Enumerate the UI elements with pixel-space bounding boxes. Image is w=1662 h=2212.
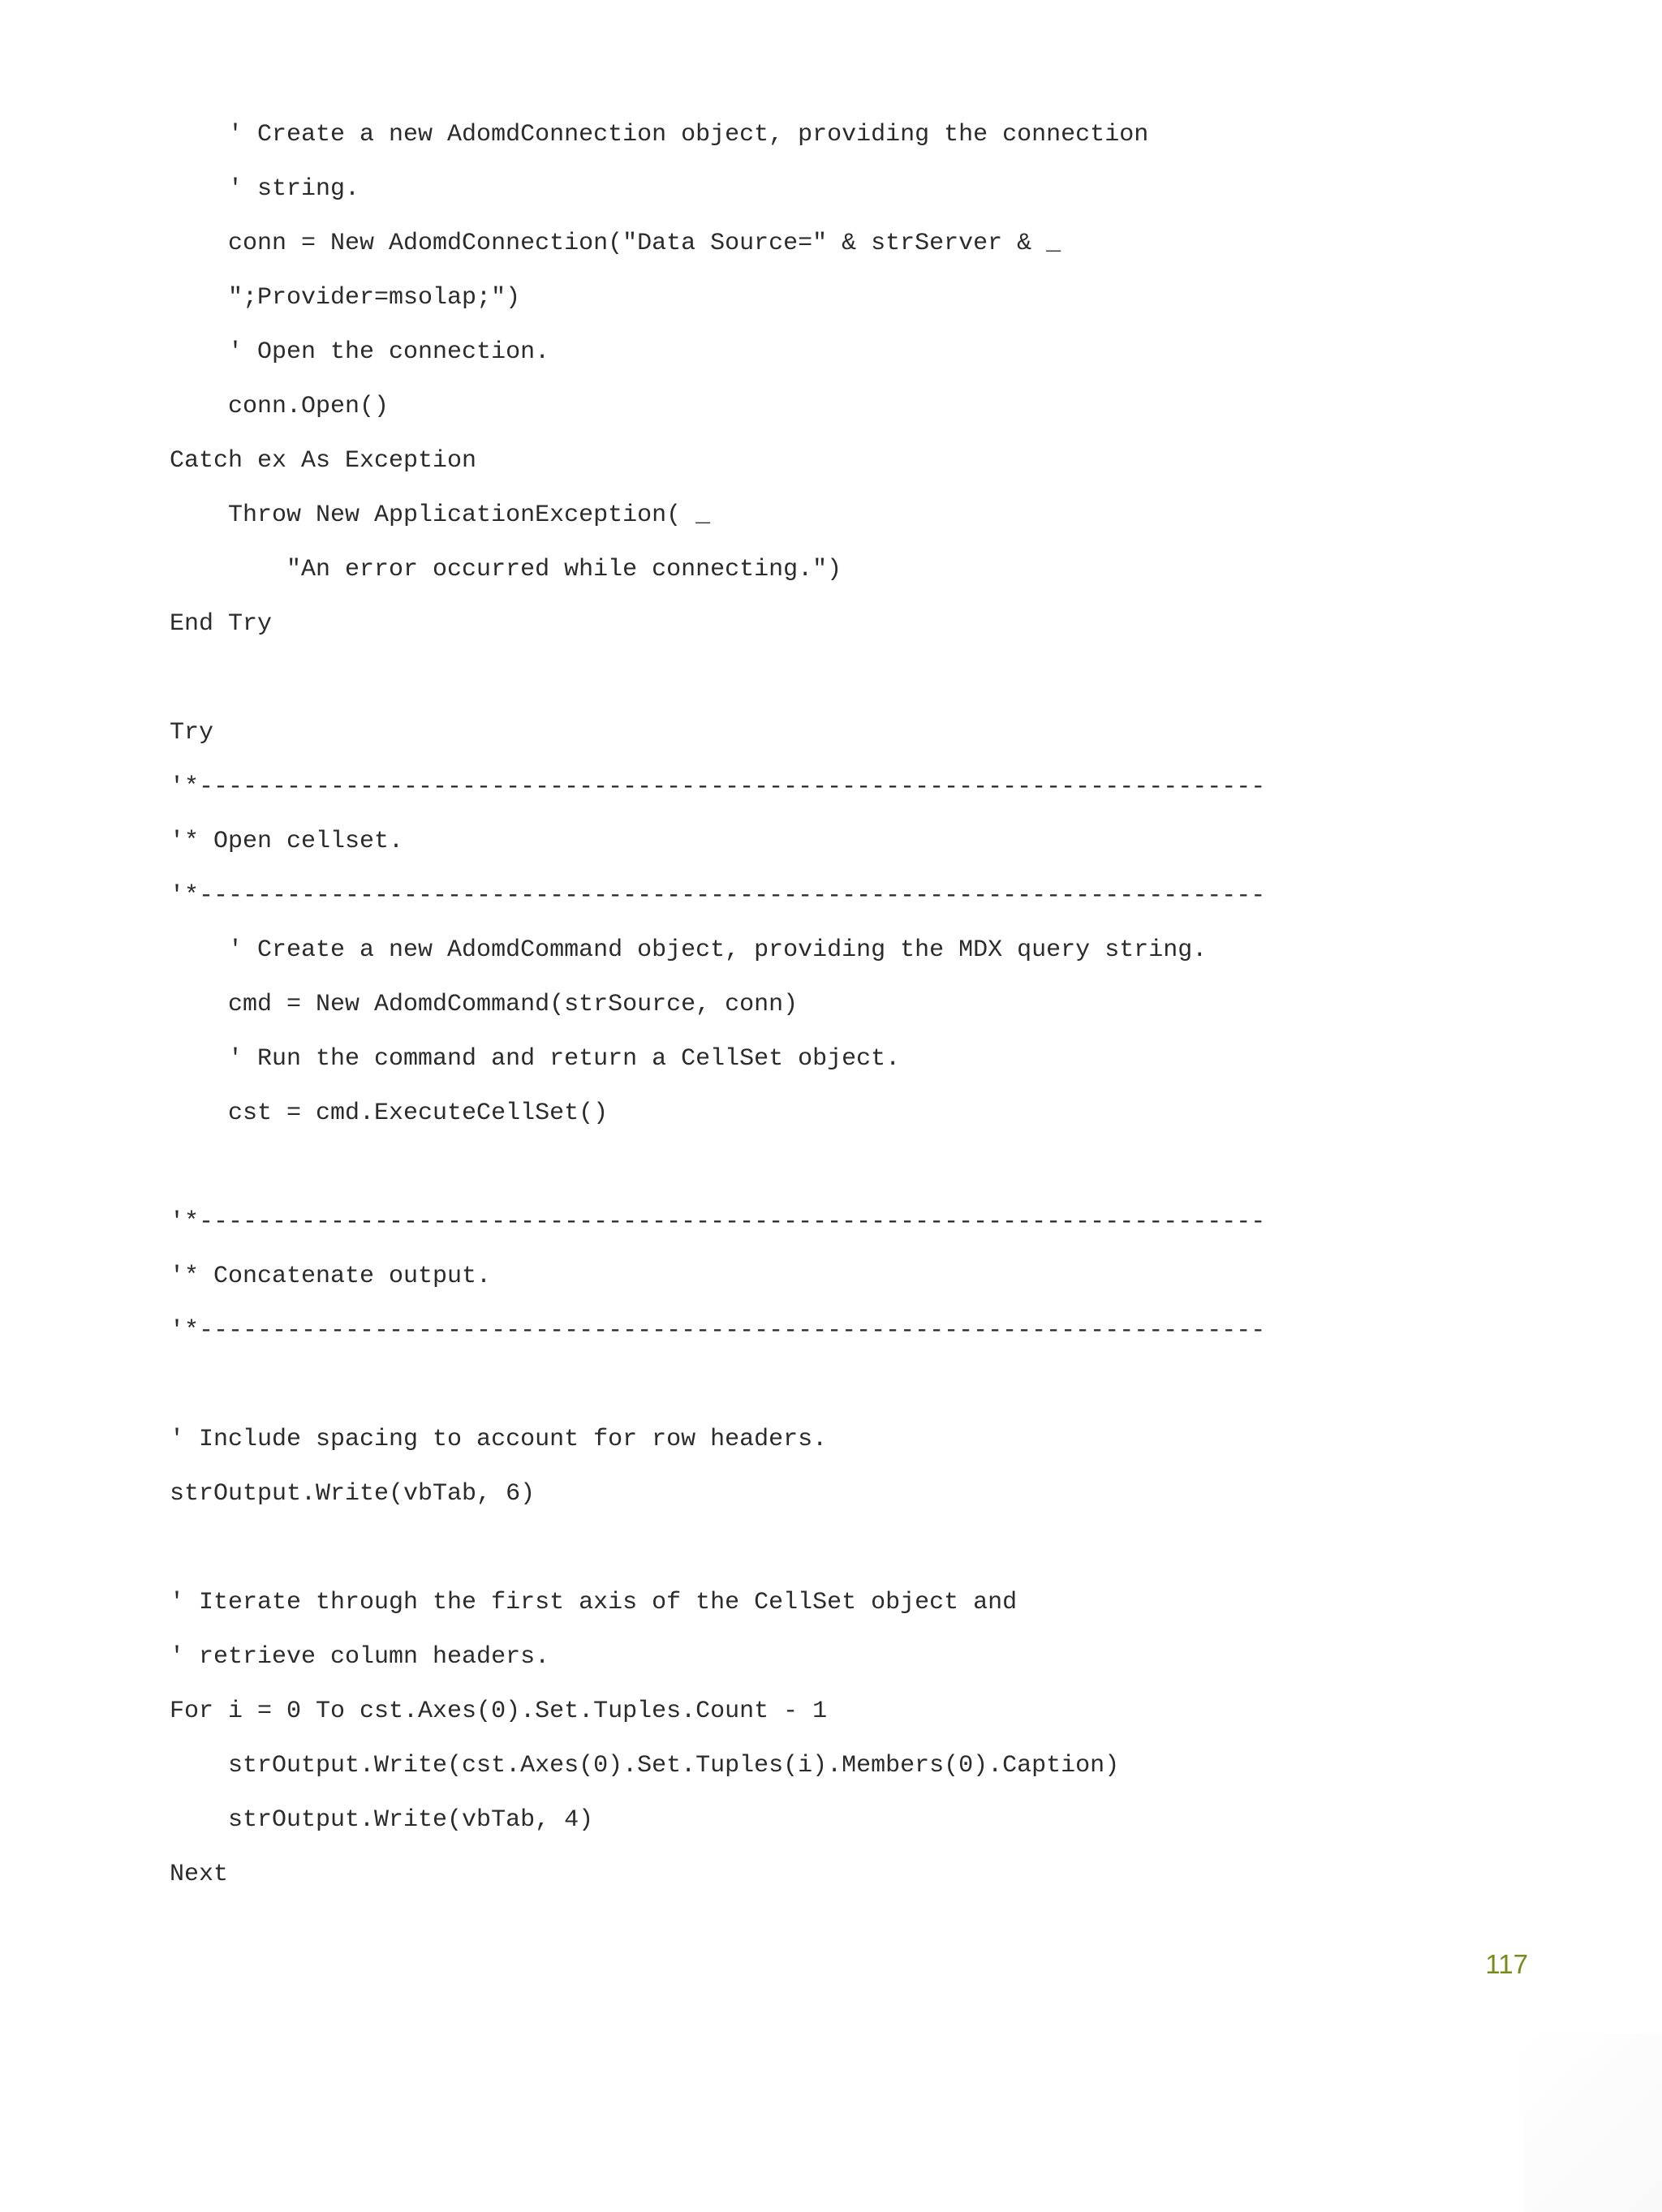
code-line: ' retrieve column headers. <box>170 1643 550 1671</box>
code-line: ' string. <box>170 175 360 203</box>
comment-rule: '*------------------------------------------------------------------------- <box>170 882 1266 910</box>
code-line: ";Provider=msolap;") <box>170 284 521 312</box>
code-line: Catch ex As Exception <box>170 447 477 475</box>
code-line: strOutput.Write(cst.Axes(0).Set.Tuples(i).Members(0).Caption) <box>170 1752 1120 1779</box>
comment-rule: '*------------------------------------------------------------------------- <box>170 1317 1266 1345</box>
code-line: ' Open the connection. <box>170 338 550 366</box>
code-line: End Try <box>170 610 273 638</box>
code-line: conn = New AdomdConnection("Data Source=" & strServer & _ <box>170 230 1061 257</box>
code-line: Next <box>170 1861 229 1888</box>
code-line: '* Open cellset. <box>170 828 404 855</box>
page-number: 117 <box>1485 1949 1528 1979</box>
code-line: For i = 0 To cst.Axes(0).Set.Tuples.Count - 1 <box>170 1698 828 1725</box>
code-line: '* Concatenate output. <box>170 1263 492 1290</box>
code-line: strOutput.Write(vbTab, 4) <box>170 1806 594 1834</box>
code-line: Throw New ApplicationException( _ <box>170 501 711 529</box>
page-corner-shade <box>1524 2033 1662 2212</box>
comment-rule: '*------------------------------------------------------------------------- <box>170 773 1266 801</box>
code-line: cst = cmd.ExecuteCellSet() <box>170 1100 609 1127</box>
code-line: strOutput.Write(vbTab, 6) <box>170 1480 536 1508</box>
code-line: conn.Open() <box>170 393 390 420</box>
code-line: ' Iterate through the first axis of the CellSet object and <box>170 1589 1018 1616</box>
comment-rule: '*------------------------------------------------------------------------- <box>170 1208 1266 1236</box>
code-line: ' Create a new AdomdConnection object, providing the connection <box>170 121 1149 148</box>
code-line: Try <box>170 719 214 747</box>
code-line: cmd = New AdomdCommand(strSource, conn) <box>170 991 799 1018</box>
code-line: ' Run the command and return a CellSet object. <box>170 1045 901 1073</box>
code-line: "An error occurred while connecting.") <box>170 556 842 583</box>
code-line: ' Include spacing to account for row headers. <box>170 1426 828 1453</box>
code-line: ' Create a new AdomdCommand object, providing the MDX query string. <box>170 936 1208 964</box>
